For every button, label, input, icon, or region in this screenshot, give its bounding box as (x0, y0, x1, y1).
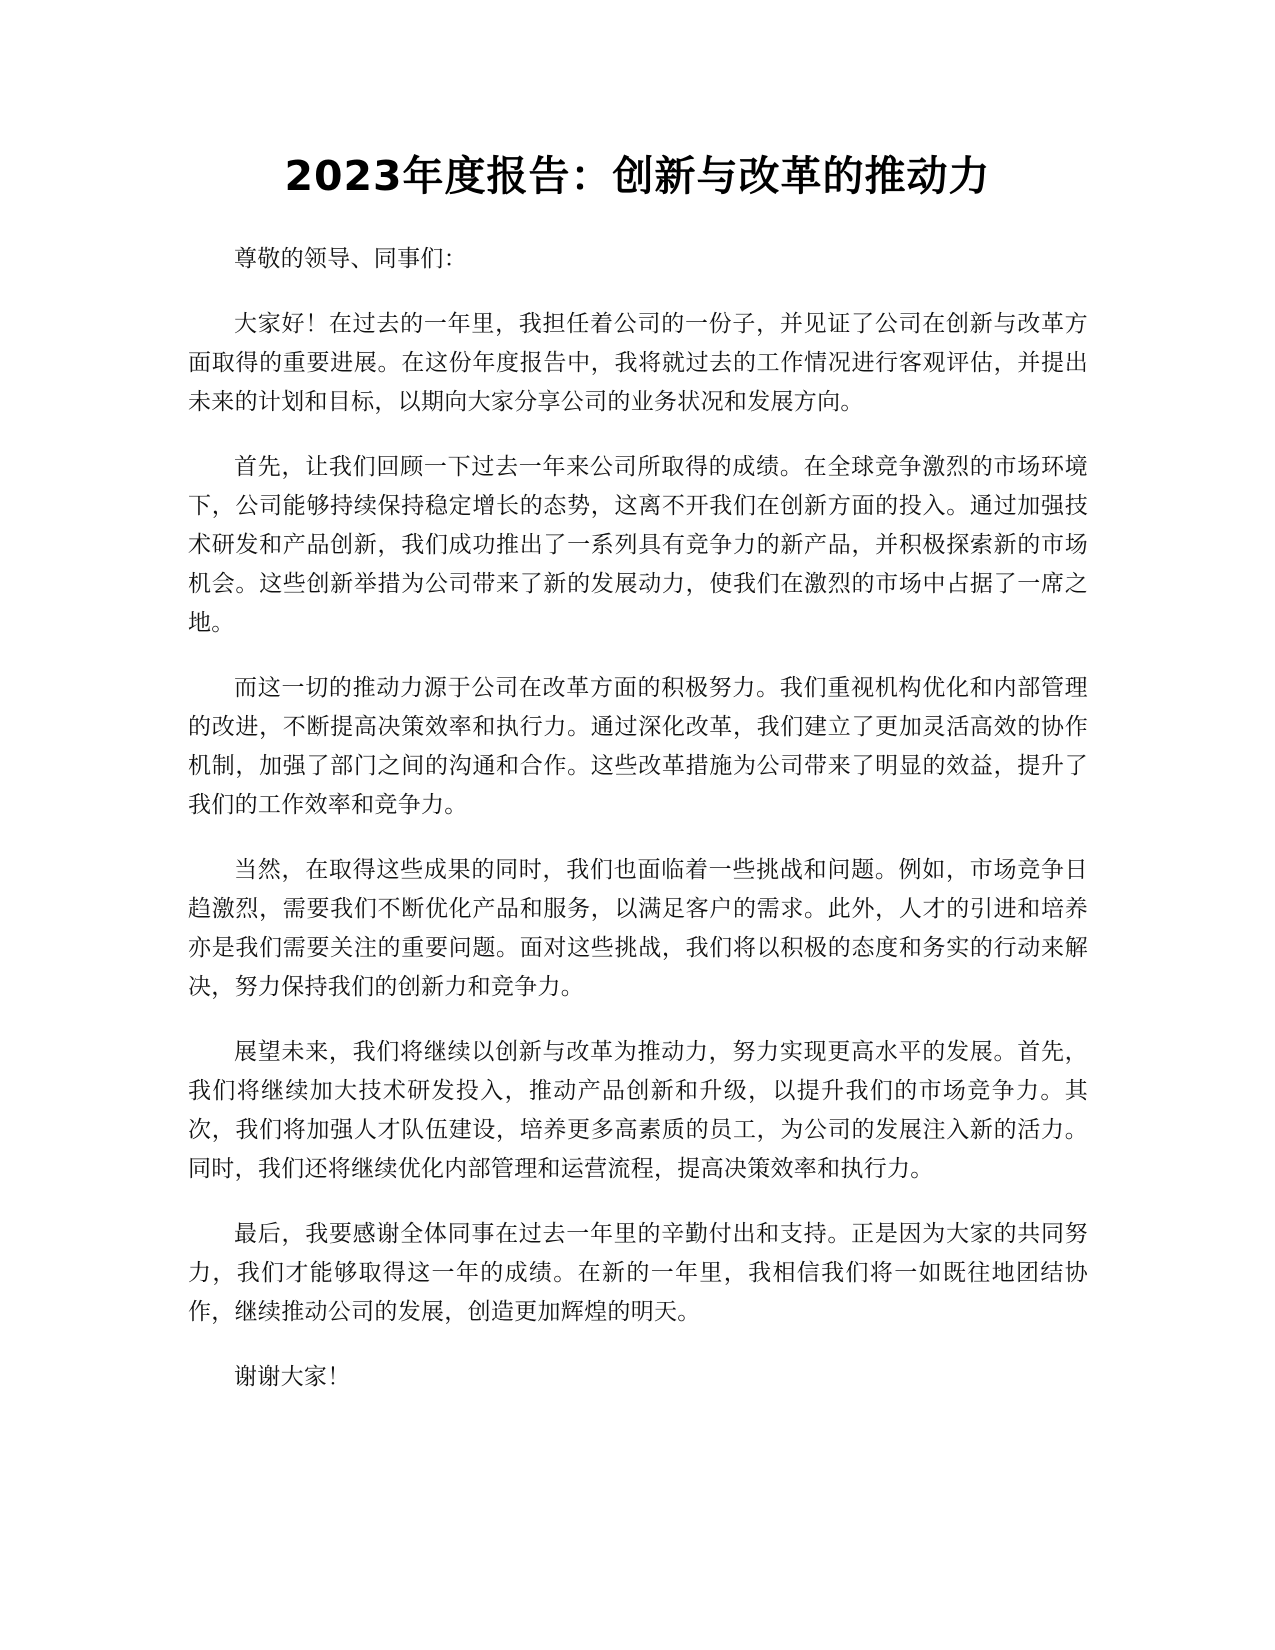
achievements-paragraph: 首先，让我们回顾一下过去一年来公司所取得的成绩。在全球竞争激烈的市场环境下，公司能够持续保持稳定增长的态势，这离不开我们在创新方面的投入。通过加强技术研发和产品创新，我们成功推出了一系列具有竞争力的新产品，并积极探索新的市场机会。这些创新举措为公司带来了新的发展动力，使我们在激烈的市场中占据了一席之地。 (188, 454, 1088, 636)
intro-paragraph: 大家好！在过去的一年里，我担任着公司的一份子，并见证了公司在创新与改革方面取得的重要进展。在这份年度报告中，我将就过去的工作情况进行客观评估，并提出未来的计划和目标，以期向大家分享公司的业务状况和发展方向。 (188, 311, 1088, 415)
document-body (188, 240, 1088, 1423)
reform-paragraph: 而这一切的推动力源于公司在改革方面的积极努力。我们重视机构优化和内部管理的改进，不断提高决策效率和执行力。通过深化改革，我们建立了更加灵活高效的协作机制，加强了部门之间的沟通和合作。这些改革措施为公司带来了明显的效益，提升了我们的工作效率和竞争力。 (188, 675, 1088, 818)
outlook-paragraph: 展望未来，我们将继续以创新与改革为推动力，努力实现更高水平的发展。首先，我们将继续加大技术研发投入，推动产品创新和升级，以提升我们的市场竞争力。其次，我们将加强人才队伍建设，培养更多高素质的员工，为公司的发展注入新的活力。同时，我们还将继续优化内部管理和运营流程，提高决策效率和执行力。 (188, 1039, 1088, 1182)
thanks-paragraph: 最后，我要感谢全体同事在过去一年里的辛勤付出和支持。正是因为大家的共同努力，我们才能够取得这一年的成绩。在新的一年里，我相信我们将一如既往地团结协作，继续推动公司的发展，创造更加辉煌的明天。 (188, 1221, 1088, 1325)
salutation-paragraph: 尊敬的领导、同事们： (234, 246, 467, 272)
document-title: 2023年度报告：创新与改革的推动力 (284, 152, 991, 200)
closing-paragraph: 谢谢大家！ (234, 1364, 351, 1390)
challenges-paragraph: 当然，在取得这些成果的同时，我们也面临着一些挑战和问题。例如，市场竞争日趋激烈，需要我们不断优化产品和服务，以满足客户的需求。此外，人才的引进和培养亦是我们需要关注的重要问题。面对这些挑战，我们将以积极的态度和务实的行动来解决，努力保持我们的创新力和竞争力。 (188, 857, 1088, 1000)
